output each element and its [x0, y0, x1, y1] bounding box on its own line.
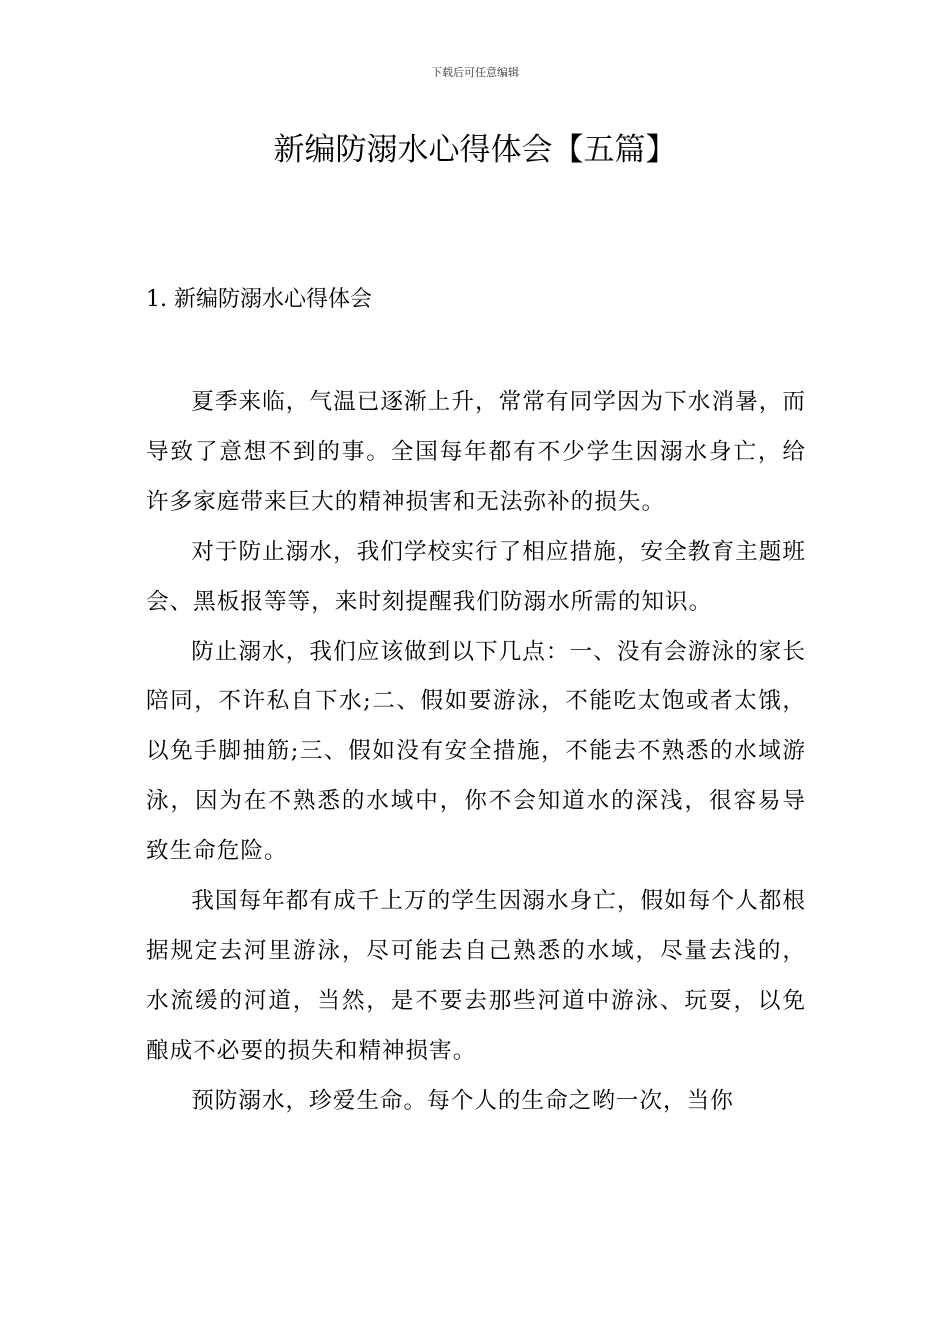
paragraph: 对于防止溺水，我们学校实行了相应措施，安全教育主题班会、黑板报等等，来时刻提醒我们防溺水所需的知识。 [146, 538, 806, 615]
paragraph: 预防溺水，珍爱生命。每个人的生命之哟一次，当你 [191, 1087, 734, 1114]
header-note: 下载后可任意编辑 [431, 66, 519, 79]
paragraph: 防止溺水，我们应该做到以下几点：一、没有会游泳的家长陪同，不许私自下水;二、假如要游泳，不能吃太饱或者太饿，以免手脚抽筋;三、假如没有安全措施，不能去不熟悉的水域游泳，因为在不熟悉的水域中，你不会知道水的深浅，很容易导致生命危险。 [146, 638, 806, 865]
body-text [146, 378, 806, 1127]
section-heading: 1. 新编防溺水心得体会 [146, 287, 372, 312]
document-title: 新编防溺水心得体会【五篇】 [273, 132, 677, 168]
paragraph: 夏季来临，气温已逐渐上升，常常有同学因为下水消暑，而导致了意想不到的事。全国每年都有不少学生因溺水身亡，给许多家庭带来巨大的精神损害和无法弥补的损失。 [146, 389, 806, 515]
paragraph: 我国每年都有成千上万的学生因溺水身亡，假如每个人都根据规定去河里游泳，尽可能去自己熟悉的水域，尽量去浅的，水流缓的河道，当然，是不要去那些河道中游泳、玩耍，以免酿成不必要的损失和精神损害。 [146, 888, 806, 1064]
